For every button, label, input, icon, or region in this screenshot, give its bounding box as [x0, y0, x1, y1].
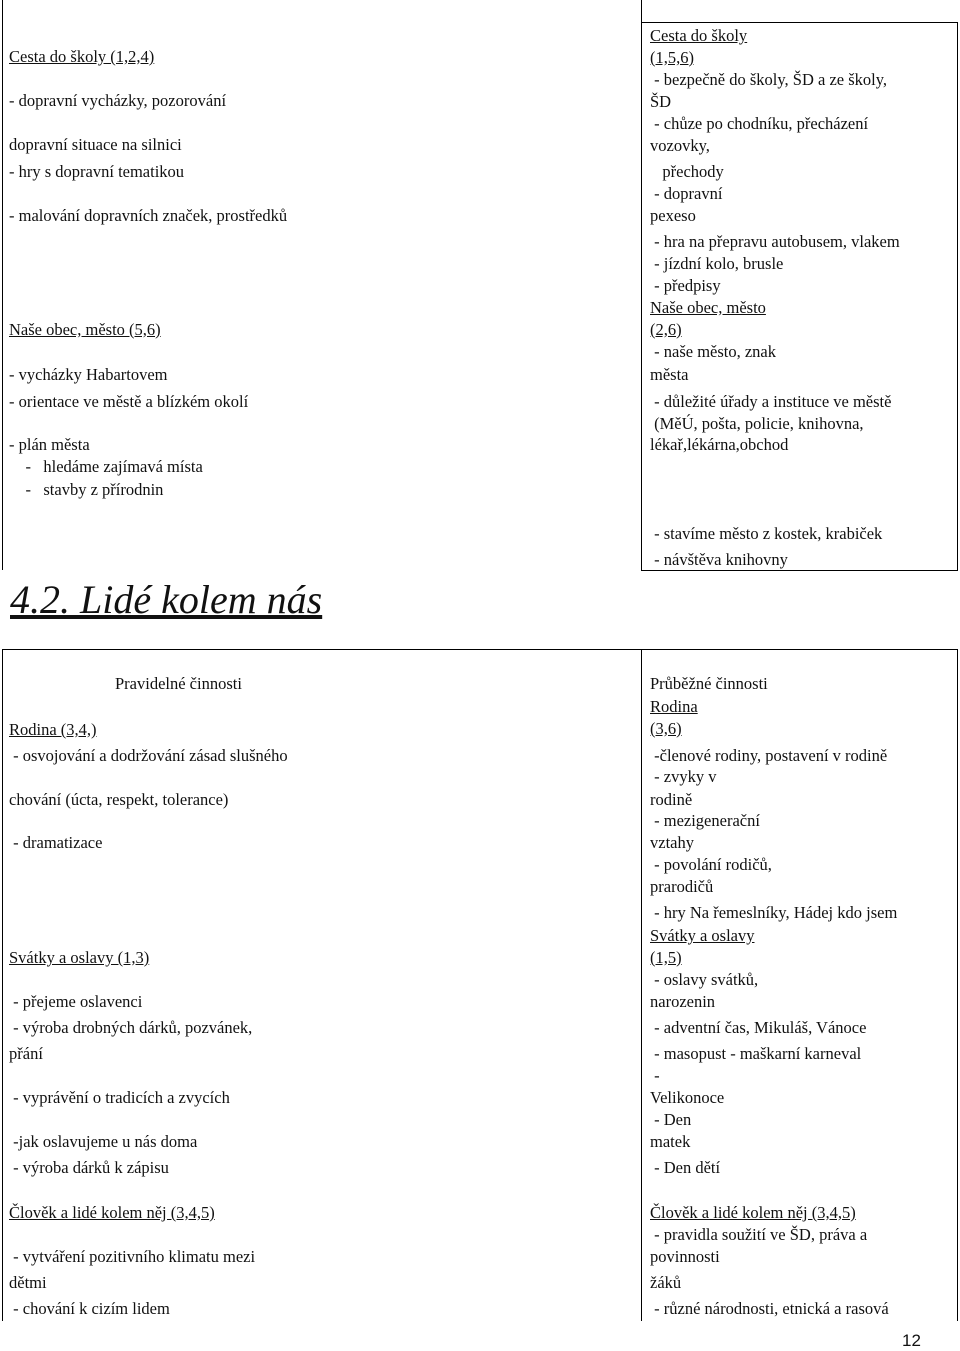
list-item: - zvyky v: [650, 767, 717, 786]
list-item: - Den dětí: [650, 1158, 721, 1177]
list-item: vztahy: [650, 833, 694, 852]
section-title-obec-right: Naše obec, město: [650, 298, 766, 317]
list-item: přání: [9, 1044, 43, 1063]
list-item: - osvojování a dodržování zásad slušného: [9, 746, 288, 765]
list-item: - hry s dopravní tematikou: [9, 162, 185, 181]
list-item: prarodičů: [650, 877, 714, 896]
list-item: - vycházky Habartovem: [9, 365, 168, 384]
list-item: - povolání rodičů,: [650, 855, 772, 874]
list-item: - hry Na řemeslníky, Hádej kdo jsem: [650, 903, 898, 922]
list-item: -: [650, 1066, 660, 1085]
list-item: - přejeme oslavenci: [9, 992, 143, 1011]
list-item: vozovky,: [650, 136, 710, 155]
table1-right-border: [957, 22, 958, 570]
list-item: - různé národnosti, etnická a rasová: [650, 1299, 889, 1318]
section-title-rodina: Rodina (3,4,): [9, 720, 97, 739]
section-title-rodina-right: Rodina: [650, 697, 698, 716]
list-item: - vytváření pozitivního klimatu mezi: [9, 1247, 256, 1266]
table1-top-border: [641, 22, 958, 23]
list-item: - chůze po chodníku, přecházení: [650, 114, 869, 133]
section-title-cesta: Cesta do školy (1,2,4): [9, 47, 155, 66]
list-item: (MěÚ, pošta, policie, knihovna,: [650, 414, 864, 433]
list-item: žáků: [650, 1273, 682, 1292]
list-item: - hledáme zajímavá místa: [9, 457, 203, 476]
list-item: - předpisy: [650, 276, 721, 295]
list-item: dětmi: [9, 1273, 47, 1292]
section-title-obec: Naše obec, město (5,6): [9, 320, 161, 339]
list-item: - plán města: [9, 435, 90, 454]
table1-bottom-border: [641, 570, 958, 571]
section-heading: 4.2. Lidé kolem nás: [10, 577, 323, 622]
list-item: - bezpečně do školy, ŠD a ze školy,: [650, 70, 888, 89]
list-item: přechody: [650, 162, 724, 181]
list-item: - jízdní kolo, brusle: [650, 254, 784, 273]
section-code: (1,5): [650, 948, 682, 967]
table1-divider: [641, 0, 642, 570]
list-item: - Den: [650, 1110, 692, 1129]
list-item: - naše město, znak: [650, 342, 776, 361]
page-number: 12: [902, 1331, 921, 1350]
list-item: - stavíme město z kostek, krabiček: [650, 524, 883, 543]
list-item: lékař,lékárna,obchod: [650, 435, 789, 454]
list-item: chování (úcta, respekt, tolerance): [9, 790, 229, 809]
table2-divider: [641, 649, 642, 1321]
list-item: - chování k cizím lidem: [9, 1299, 170, 1318]
table1-left-border: [2, 0, 3, 570]
list-item: - hra na přepravu autobusem, vlakem: [650, 232, 900, 251]
section-title-svatky: Svátky a oslavy (1,3): [9, 948, 150, 967]
list-item: povinnosti: [650, 1247, 720, 1266]
list-item: - důležité úřady a instituce ve městě: [650, 392, 892, 411]
list-item: rodině: [650, 790, 693, 809]
list-item: - dramatizace: [9, 833, 103, 852]
list-item: - adventní čas, Mikuláš, Vánoce: [650, 1018, 867, 1037]
list-item: - oslavy svátků,: [650, 970, 759, 989]
list-item: Velikonoce: [650, 1088, 725, 1107]
list-item: - pravidla soužití ve ŠD, práva a: [650, 1225, 868, 1244]
list-item: - dopravní: [650, 184, 723, 203]
section-title-cesta-right: Cesta do školy: [650, 26, 748, 45]
table2-left-border: [2, 649, 3, 1321]
section-title-svatky-right: Svátky a oslavy: [650, 926, 755, 945]
list-item: města: [650, 365, 689, 384]
section-code: (2,6): [650, 320, 682, 339]
list-item: - vyprávění o tradicích a zvycích: [9, 1088, 230, 1107]
list-item: - orientace ve městě a blízkém okolí: [9, 392, 249, 411]
list-item: -členové rodiny, postavení v rodině: [650, 746, 888, 765]
section-code: (3,6): [650, 719, 682, 738]
section-title-clovek-right: Člověk a lidé kolem něj (3,4,5): [650, 1203, 856, 1222]
column-header-regular: Pravidelné činnosti: [115, 674, 242, 693]
list-item: narozenin: [650, 992, 716, 1011]
table2-top-border: [2, 649, 958, 650]
section-title-clovek: Člověk a lidé kolem něj (3,4,5): [9, 1203, 215, 1222]
list-item: - výroba drobných dárků, pozvánek,: [9, 1018, 253, 1037]
list-item: - malování dopravních značek, prostředků: [9, 206, 288, 225]
list-item: ŠD: [650, 92, 672, 111]
column-header-ongoing: Průběžné činnosti: [650, 674, 768, 693]
list-item: - stavby z přírodnin: [9, 480, 164, 499]
list-item: - výroba dárků k zápisu: [9, 1158, 169, 1177]
list-item: - dopravní vycházky, pozorování: [9, 91, 227, 110]
list-item: -jak oslavujeme u nás doma: [9, 1132, 198, 1151]
list-item: pexeso: [650, 206, 696, 225]
section-code: (1,5,6): [650, 48, 694, 67]
list-item: - návštěva knihovny: [650, 550, 788, 569]
list-item: matek: [650, 1132, 691, 1151]
list-item: - mezigenerační: [650, 811, 760, 830]
table2-right-border: [957, 649, 958, 1321]
list-item: dopravní situace na silnici: [9, 135, 182, 154]
list-item: - masopust - maškarní karneval: [650, 1044, 862, 1063]
